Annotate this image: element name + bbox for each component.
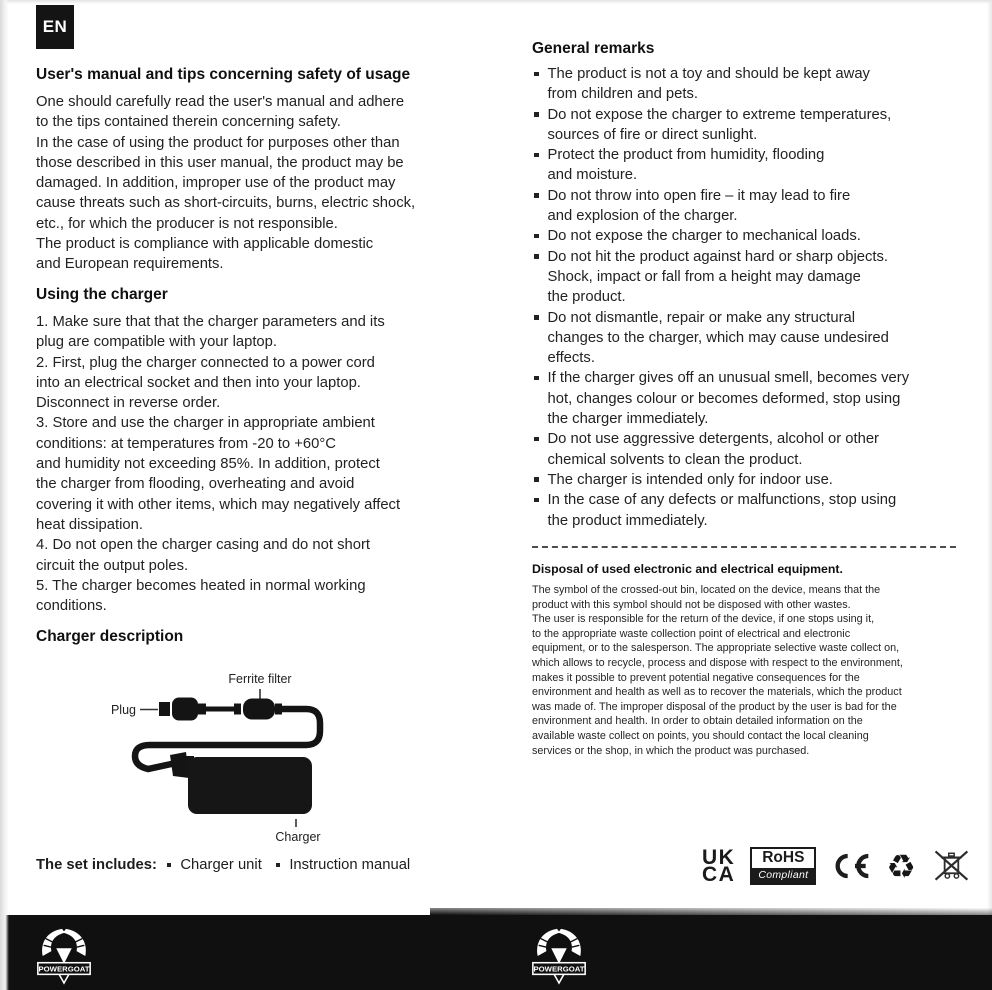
rohs-label: RoHS [762,849,805,866]
scan-edge [0,0,9,990]
disposal-title: Disposal of used electronic and electrical equipment. [532,562,843,576]
list-item-text: Do not use aggressive detergents, alcohol or other chemical solvents to clean the product. [547,431,879,468]
bullet-marker [534,254,539,259]
disposal-body: The symbol of the crossed-out bin, located on the device, means that the product with this symbol should not be disposed with other wastes. The user is responsible for the return of the device, if one stops using it, to the appropriate waste collection point of electrical and electronic equipment, or to the salesperson. The appropriate selective waste collect on, which allows to recycle, process and dispose with respect to the environment, makes it possible to prevent potential negative consequences for the environment and health as well as to recover the materials, which the product was made of. The improper disposal of the product by the user is bad for the environment and health. In order to obtain detailed information on the available waste collect on points, you should contact the local cleaning services or the shop, in which the product was purchased. [532,584,903,757]
general-remarks-list [532,64,964,531]
set-item-label: Charger unit [180,857,262,873]
section-using [36,286,476,304]
powergoat-logo-icon [528,923,590,985]
list-item-text: Do not throw into open fire – it may lead to fire and explosion of the charger. [547,187,851,225]
plug-tip [159,702,170,716]
bullet-marker [534,376,539,381]
brand-name: POWERGOAT [38,964,90,974]
bullet-marker [534,315,539,320]
list-item-text: The product is not a toy and should be kept away from children and pets. [547,66,870,103]
charger-label: Charger [275,830,321,844]
list-item-text: Do not dismantle, repair or make any structural changes to the charger, which may cause undesired effects. [547,309,889,367]
dashed-divider [532,546,956,548]
bullet-marker [534,72,539,77]
plug-label: Plug [110,703,136,717]
list-item-text: In the case of any defects or malfunctions, stop using the product immediately. [547,492,897,529]
compliance-marks [702,846,971,886]
scan-edge [987,0,992,990]
brand-name: POWERGOAT [533,964,585,974]
cable-bump [198,704,206,715]
using-body: 1. Make sure that that the charger parameters and its plug are compatible with your laptop. 2. First, plug the charger connected to a power cord into an electrical socket and then into your laptop. Disconnect in reverse order. 3. Store and use the charger in appropriate ambient conditions: at temperatures from -20 to +60°C and humidity not exceeding 85%. In addition, protect the charger from flooding, overheating and avoid covering it with other items, which may negatively affect heat dissipation. 4. Do not open the charger casing and do not short circuit the output poles. 5. The charger becomes heated in normal working conditions. [36,314,401,615]
scan-edge [0,0,992,4]
footer-bar [0,915,992,990]
recycle-icon: ♻ [886,846,916,886]
section-general-remarks [532,40,964,58]
plug-body [172,698,198,721]
bullet-marker [534,437,539,442]
bullet-marker [534,153,539,158]
ukca-line1: UK [702,845,736,869]
bullet-marker [534,112,539,117]
set-item [276,857,410,873]
list-item [532,145,964,186]
charger-description-title: Charger description [36,628,184,645]
language-badge-label: EN [42,17,68,36]
bullet-marker [276,863,281,868]
list-item [532,368,964,429]
section-safety [36,66,476,84]
set-includes-items [167,857,424,873]
bullet-marker [534,498,539,503]
list-item [532,64,964,105]
list-item [532,226,964,246]
list-item [532,105,964,146]
cable-bump [234,704,241,715]
ferrite-filter-label: Ferrite filter [228,672,292,686]
ce-mark-icon [831,852,871,880]
list-item-text: Protect the product from humidity, flooding and moisture. [547,147,825,184]
language-badge [36,5,74,49]
charger-brick [188,757,312,814]
set-item [167,857,262,873]
safety-body: One should carefully read the user's manual and adhere to the tips contained therein concerning safety. In the case of using the product for purposes other than those described in this user manual, the product may be damaged. In addition, improper use of the product may cause threats such as short-circuits, burns, electric shock, etc., for which the producer is not responsible. The product is compliance with applicable domestic and European requirements. [36,94,416,273]
general-remarks-title: General remarks [532,40,655,57]
bullet-marker [534,193,539,198]
list-item-text: If the charger gives off an unusual smell, becomes very hot, changes colour or becomes deformed, stop using the charger immediately. [547,370,910,428]
rohs-mark [750,847,816,885]
section-charger-description [36,628,476,646]
list-item [532,247,964,308]
set-item-label: Instruction manual [289,857,411,873]
safety-title: User's manual and tips concerning safety of usage [36,66,411,83]
list-item-text: Do not hit the product against hard or sharp objects. Shock, impact or fall from a height may damage the product. [547,248,889,306]
list-item-text: Do not expose the charger to extreme temperatures, sources of fire or direct sunlight. [547,106,892,143]
weee-crossed-bin-icon [931,846,971,886]
charger-diagram [36,652,436,848]
set-includes-label: The set includes: [36,857,157,873]
list-item [532,308,964,369]
list-item [532,186,964,227]
list-item-text: The charger is intended only for indoor use. [547,471,833,488]
powergoat-logo-icon [33,923,95,985]
set-includes [36,857,476,873]
ukca-mark [702,845,736,886]
ferrite-filter [243,699,275,720]
bullet-marker [534,234,539,239]
using-title: Using the charger [36,286,168,303]
list-item [532,429,964,470]
bullet-marker [167,863,172,868]
list-item [532,470,964,490]
rohs-compliant-label: Compliant [752,868,814,883]
bullet-marker [534,477,539,482]
list-item [532,490,964,531]
ukca-line2: CA [702,863,736,886]
list-item-text: Do not expose the charger to mechanical loads. [547,228,861,245]
